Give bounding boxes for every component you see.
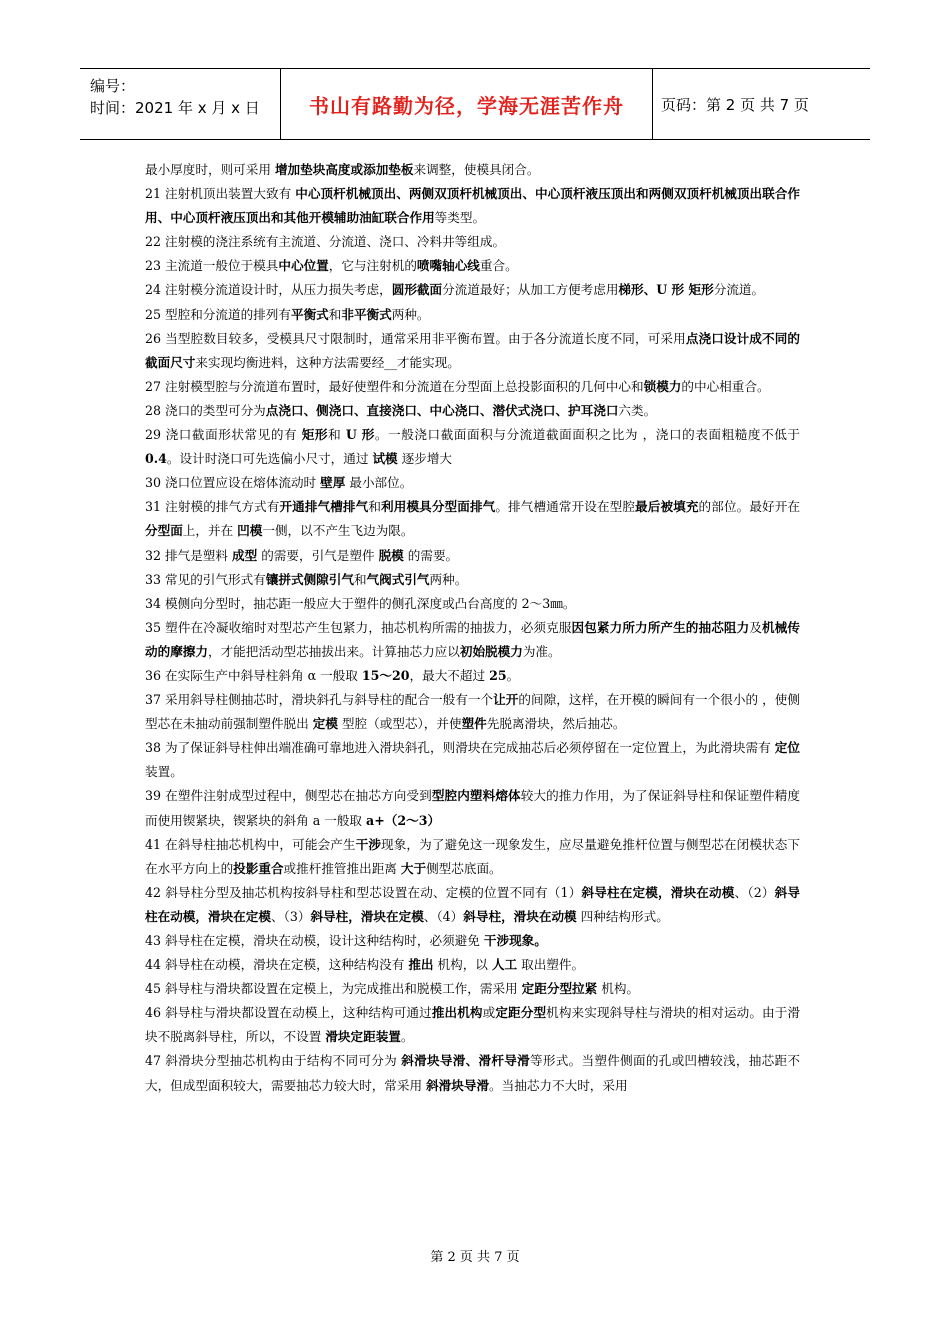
text-run: ，最大不超过 [409,667,490,683]
text-run: 36 在实际生产中斜导柱斜角 α 一般取 [145,667,362,683]
bold-answer: 25 [489,667,507,683]
text-run: 两种。 [391,306,430,322]
text-run: 逐步增大 [397,451,453,467]
header-page-cell [653,69,870,139]
bold-answer: 让开 [493,692,519,708]
paragraph [145,278,800,302]
paragraph [145,399,800,423]
bold-answer: 分型面 [145,523,183,539]
bold-answer: 最后被填充 [635,499,699,515]
paragraph [145,182,800,230]
document-date-label: 时间：2021 年 x 月 x 日 [90,99,260,117]
text-run: 。当抽芯力不大时，采用 [489,1077,628,1093]
text-run: 42 斜导柱分型及抽芯机构按斜导柱和型芯设置在动、定模的位置不同有（1） [145,884,582,900]
bold-answer: 斜导柱，滑块在定模 [310,908,424,924]
text-run: 较大的推力作用，为了保证斜导柱和保证塑件精度而使用锲紧块，锲紧块的斜角 a 一般取 [145,788,801,828]
paragraph [145,833,800,881]
text-run: 装置。 [145,764,183,780]
text-run: 27 注射模型腔与分流道布置时，最好使塑件和分流道在分型面上总投影面积的几何中心和 [145,378,644,394]
bold-answer: 15～20 [361,667,410,683]
bold-answer: 机械传动的摩擦力 [145,619,801,659]
text-run: 24 注射模分流道设计时，从压力损失考虑， [145,282,392,298]
bold-answer: 非平衡式 [341,306,392,322]
text-run: 最小部位。 [345,475,413,491]
paragraph [145,881,800,929]
bold-answer: 成型 [232,547,258,563]
text-run: 等形式。当塑件侧面的孔或凹槽较浅，抽芯距不大，但成型面积较大，需要抽芯力较大时，常采用 [145,1053,800,1093]
text-run: 一侧，以不产生飞边为限。 [262,523,414,539]
text-run: 现象，为了避免这一现象发生，应尽量避免推杆位置与侧型芯在闭模状态下在水平方向上的 [145,836,801,876]
bold-answer: 脱模 [378,547,404,563]
paragraph [145,471,800,495]
bold-answer: a+（2～3） [366,812,441,828]
bold-answer: 推出机构 [431,1005,483,1021]
text-run: 分流道最好；从加工方便考虑用 [442,282,619,298]
bold-answer: 斜滑块导滑 [426,1077,490,1093]
paragraph [145,664,800,688]
bold-answer: 矩形 [301,427,329,443]
bold-answer: 点浇口设计成不同的截面尺寸 [145,330,801,370]
text-run: 。一般浇口截面面积与分流道截面面积之比为 ，浇口的表面粗糙度不低于 [374,427,800,443]
paragraph [145,158,800,182]
text-run: 。 [400,1029,414,1045]
text-run: 33 常见的引气形式有 [145,571,266,587]
text-run: 46 斜导柱与滑块都设置在动模上，这种结构可通过 [145,1005,432,1021]
text-run: 31 注射模的排气方式有 [145,499,280,515]
bold-answer: 试模 [372,451,398,467]
paragraph [145,303,800,327]
text-run: 的部位。最好开在 [698,499,801,515]
bold-answer: 壁厚 [320,475,346,491]
paragraph [145,592,800,616]
paragraph [145,953,800,977]
text-run: 28 浇口的类型可分为 [145,402,266,418]
bold-answer: 中心顶杆机械顶出、两侧双顶杆机械顶出、中心顶杆液压顶出和两侧双顶杆机械顶出联合作用、中心顶杆液压顶出和其他开模辅助油缸联合作用 [145,186,800,226]
text-run: 32 排气是塑料 [145,547,233,563]
text-run: 35 塑件在冷凝收缩时对型芯产生包紧力，抽芯机构所需的抽拔力，必须克服 [145,619,572,635]
header-motto-cell [281,69,653,139]
paragraph [145,736,800,784]
text-run: 22 注射模的浇注系统有主流道、分流道、浇口、冷料井等组成。 [145,234,506,250]
bold-answer: 定距分型拉紧 [521,981,598,997]
paragraph [145,544,800,568]
text-run: 型腔（或型芯），并使 [337,716,462,732]
document-number-label: 编号： [90,77,136,95]
text-run: 等类型。 [434,210,486,226]
text-run: 43 斜导柱在定模，滑块在动模，设计这种结构时，必须避免 [145,933,484,948]
text-run: ，才能把活动型芯抽拔出来。计算抽芯力应以 [207,643,460,659]
text-run: 21 注射机顶出装置大致有 [145,186,296,202]
bold-answer: 斜导柱，滑块在动模 [463,908,577,924]
bold-answer: 梯形、U 形 矩形 [618,282,714,298]
page-footer: 第 2 页 共 7 页 [430,1250,520,1265]
paragraph [145,1001,800,1049]
bold-answer: 气阀式引气 [366,571,430,587]
bold-answer: 0.4 [145,451,167,467]
bold-answer: 型腔内塑料熔体 [431,788,521,804]
paragraph [145,495,800,543]
text-run: 上，并在 [182,523,238,539]
bold-answer: 因包紧力所力所产生的抽芯阻力 [571,619,750,635]
bold-answer: 凹模 [237,523,263,539]
bold-answer: 斜导柱在定模，滑块在动模 [581,884,735,900]
text-run: 四种结构形式。 [576,908,669,924]
paragraph [145,1049,800,1097]
bold-answer: 平衡式 [290,306,329,322]
text-run: 23 主流道一般位于模具 [145,258,279,274]
paragraph [145,327,800,375]
text-run: 、（2） [734,884,775,900]
bold-answer: 增加垫块高度或添加垫板 [274,162,414,177]
text-run: 、（4） [423,908,464,924]
paragraph [145,616,800,664]
text-run: 及 [749,619,763,635]
bold-answer: 利用模具分型面排气 [381,499,496,515]
paragraph [145,230,800,254]
bold-answer: 干涉现象。 [483,933,547,948]
bold-answer: 斜滑块导滑、滑杆导滑 [401,1053,530,1069]
text-run: 。设计时浇口可先选偏小尺寸，通过 [166,451,373,467]
bold-answer: 定模 [312,716,338,732]
bold-answer: 开通排气槽排气 [279,499,369,515]
bold-answer: 初始脱模力 [459,643,523,659]
text-run: 39 在塑件注射成型过程中，侧型芯在抽芯方向受到 [145,788,432,804]
paragraph [145,784,800,832]
bold-answer: 喷嘴轴心线 [416,258,480,274]
header-meta [80,69,281,139]
text-run: 29 浇口截面形状常见的有 [145,427,302,443]
text-run: 先脱离滑块，然后抽芯。 [486,716,626,732]
paragraph [145,375,800,399]
bold-answer: 滑块定距装置 [325,1029,401,1045]
header-motto: 书山有路勤为径，学海无涯苦作舟 [309,93,624,118]
text-run: 为准。 [522,643,561,659]
text-run: 来实现均衡进料，这种方法需要经__才能实现。 [195,354,460,370]
text-run: 来调整，使模具闭合。 [413,162,540,177]
text-run: 六类。 [618,402,657,418]
bold-answer: 镶拼式侧隙引气 [265,571,354,587]
text-run: 25 型腔和分流道的排列有 [145,306,291,322]
text-run: 和 [328,427,346,443]
text-run: 取出塑件。 [517,957,585,973]
text-run: 侧型芯底面。 [426,860,502,876]
text-run: 38 为了保证斜导柱伸出端准确可靠地进入滑块斜孔，则滑块在完成抽芯后必须停留在一定位置上，为此滑块需有 [145,740,775,756]
text-run: 和 [368,499,382,515]
text-run: 最小厚度时，则可采用 [145,162,275,177]
text-run: 和 [353,571,367,587]
text-run: 。 [506,667,520,683]
paragraph [145,688,800,736]
bold-answer: U 形 [345,427,375,443]
document-body [145,158,800,1098]
bold-answer: 塑件 [461,716,487,732]
bold-answer: 圆形截面 [391,282,443,298]
bold-answer: 斜导柱在动模，滑块在定模 [145,884,801,924]
text-run: 、（3） [270,908,311,924]
text-run: 的间隙，这样，在开模的瞬间有一个很小的 ，使侧型芯在未抽动前强制塑件脱出 [145,692,801,732]
text-run: 或 [482,1005,496,1021]
text-run: 和 [328,306,342,322]
bold-answer: 大于 [400,860,427,876]
text-run: 44 斜导柱在动模，滑块在定模，这种结构没有 [145,957,409,973]
bold-answer: 干涉 [355,836,382,852]
bold-answer: 投影重合 [233,860,284,876]
text-run: 45 斜导柱与滑块都设置在定模上，为完成推出和脱模工作，需采用 [145,981,522,997]
paragraph [145,568,800,592]
text-run: 机构。 [597,981,640,997]
header-page-number: 页码：第 2 页 共 7 页 [661,95,809,114]
bold-answer: 定位 [774,740,800,756]
bold-answer: 点浇口、侧浇口、直接浇口、中心浇口、潜伏式浇口、护耳浇口 [265,402,619,418]
text-run: 41 在斜导柱抽芯机构中，可能会产生 [145,836,356,852]
text-run: 34 模侧向分型时，抽芯距一般应大于塑件的侧孔深度或凸台高度的 2～3㎜。 [145,595,576,611]
paragraph [145,977,800,1001]
text-run: 两种。 [429,571,468,587]
paragraph [145,929,800,953]
text-run: ，它与注射机的 [328,258,417,274]
bold-answer: 人工 [491,957,518,973]
text-run: 的需要，引气是塑件 [257,547,379,563]
text-run: 的中心相重合。 [681,378,770,394]
text-run: 37 采用斜导柱侧抽芯时，滑块斜孔与斜导柱的配合一般有一个 [145,692,494,708]
text-run: 的需要。 [403,547,459,563]
bold-answer: 定距分型 [495,1005,547,1021]
paragraph [145,254,800,278]
text-run: 重合。 [479,258,518,274]
text-run: 30 浇口位置应设在熔体流动时 [145,475,321,491]
text-run: 分流道。 [713,282,765,298]
text-run: 26 当型腔数目较多，受模具尺寸限制时，通常采用非平衡布置。由于各分流道长度不同，可采用 [145,330,686,346]
paragraph [145,423,800,471]
bold-answer: 锁模力 [643,378,682,394]
text-run: 。排气槽通常开设在型腔 [495,499,636,515]
text-run: 47 斜滑块分型抽芯机构由于结构不同可分为 [145,1053,402,1069]
text-run: 或推杆推管推出距离 [283,860,401,876]
bold-answer: 推出 [408,957,434,973]
text-run: 机构来实现斜导柱与滑块的相对运动。由于滑块不脱离斜导柱，所以，不设置 [145,1005,801,1045]
page-header [80,68,870,140]
text-run: 机构，以 [433,957,492,973]
bold-answer: 中心位置 [278,258,329,274]
